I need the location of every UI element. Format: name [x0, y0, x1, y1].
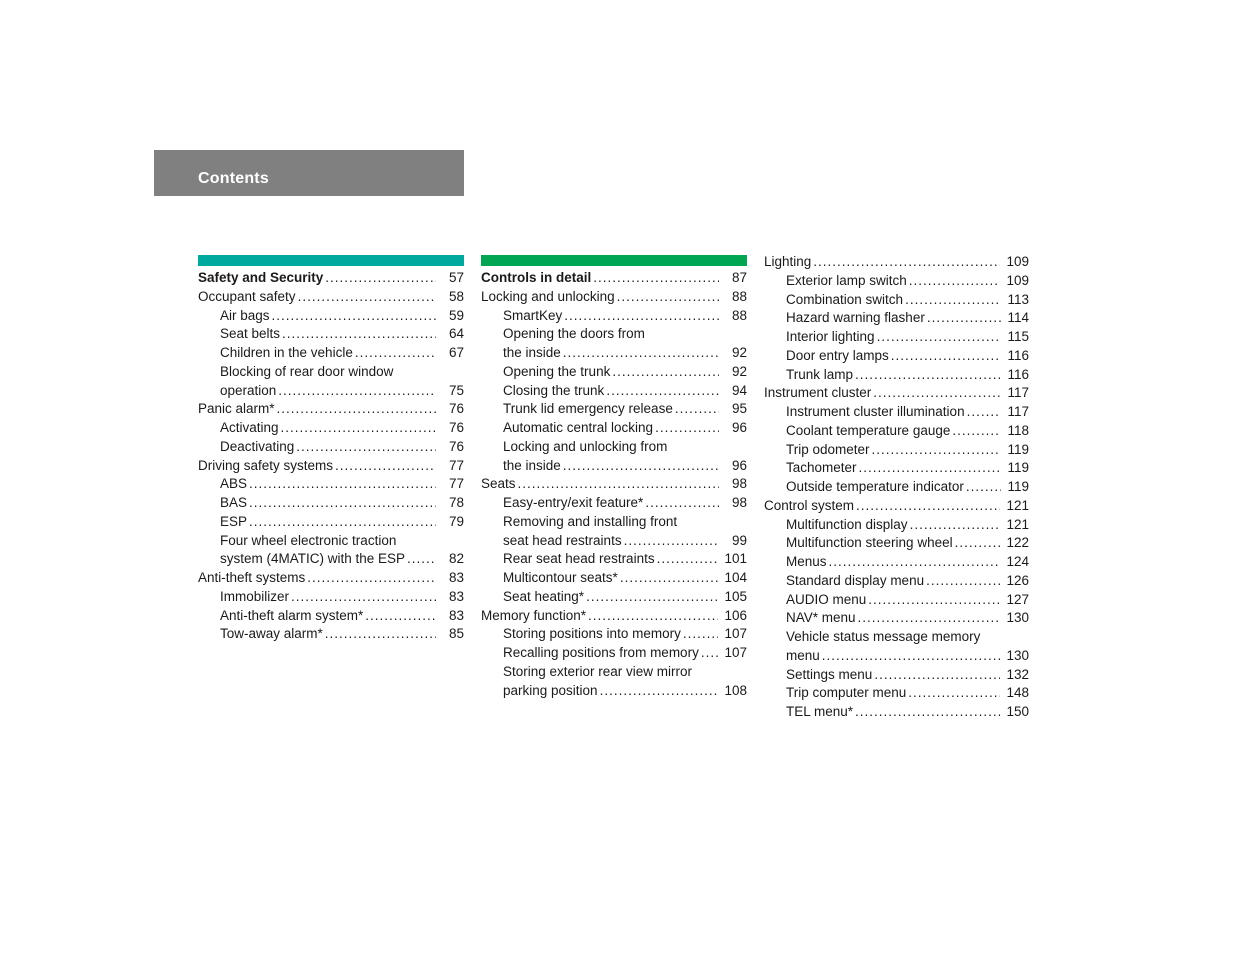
toc-entry[interactable] [198, 288, 464, 307]
toc-entry[interactable] [481, 625, 747, 644]
toc-entry[interactable] [198, 382, 464, 401]
dot-leader [407, 550, 436, 569]
dot-leader [657, 550, 719, 569]
toc-entry-label: Activating [220, 420, 279, 435]
toc-page-number: 114 [1007, 310, 1029, 326]
dot-leader [675, 400, 719, 419]
toc-entry[interactable] [481, 588, 747, 607]
toc-entry-label: Seat heating* [503, 588, 585, 604]
toc-entry[interactable] [481, 344, 747, 363]
toc-page-number: 105 [724, 588, 747, 604]
dot-leader [335, 457, 436, 476]
toc-page-number: 67 [448, 345, 464, 360]
toc-entry-continued [198, 532, 464, 551]
toc-entry-continued [764, 628, 1029, 647]
toc-page-number: 87 [731, 270, 747, 285]
toc-entry-label: Deactivating [220, 438, 295, 454]
toc-page-number: 98 [731, 495, 747, 510]
toc-entry[interactable] [198, 607, 464, 626]
dot-leader [563, 344, 719, 363]
toc-entry-label: Instrument cluster illumination [786, 404, 965, 419]
toc-page-number: 121 [1006, 497, 1029, 513]
toc-page-number: 57 [448, 270, 464, 285]
dot-leader [822, 647, 1001, 666]
toc-page-number: 88 [731, 288, 747, 304]
dot-leader [858, 609, 1001, 628]
dot-leader [855, 366, 1001, 385]
toc-entry-label: the inside [503, 457, 561, 473]
toc-entry[interactable] [198, 325, 464, 344]
toc-entry[interactable] [481, 494, 747, 513]
toc-entry[interactable] [481, 457, 747, 476]
toc-entry[interactable] [481, 475, 747, 494]
toc-entry[interactable] [764, 291, 1029, 310]
dot-leader [829, 553, 1001, 572]
dot-leader [868, 591, 1000, 610]
toc-entry-label: Locking and unlocking from [503, 438, 668, 454]
dot-leader [586, 588, 718, 607]
toc-entry-label: Anti-theft alarm system* [220, 607, 364, 623]
toc-entry[interactable] [764, 609, 1029, 628]
toc-entry[interactable] [198, 438, 464, 457]
dot-leader [278, 382, 436, 401]
toc-entry[interactable] [198, 307, 464, 326]
toc-entry-label: Trunk lid emergency release [503, 401, 673, 417]
toc-page-number: 130 [1006, 647, 1029, 663]
toc-entry[interactable] [481, 382, 747, 401]
dot-leader [617, 288, 719, 307]
toc-entry-label: Immobilizer [220, 588, 290, 604]
toc-page-number: 150 [1006, 704, 1029, 719]
toc-entry[interactable] [764, 647, 1029, 666]
toc-entry-label: operation [220, 382, 277, 398]
toc-page-number: 76 [448, 401, 464, 417]
toc-entry[interactable] [198, 625, 464, 644]
toc-entry[interactable] [481, 288, 747, 307]
toc-entry-label: Opening the doors from [503, 326, 645, 342]
dot-leader [606, 382, 719, 401]
toc-page-number: 107 [724, 626, 747, 642]
dot-leader [564, 307, 719, 326]
dot-leader [655, 419, 719, 438]
toc-column-controls-continued [764, 253, 1029, 722]
dot-leader [910, 516, 1001, 535]
dot-leader [909, 272, 1001, 291]
toc-page-number: 119 [1007, 460, 1029, 476]
toc-entry-label: Easy-entry/exit feature* [503, 495, 644, 510]
toc-entry-label: BAS [220, 495, 248, 510]
toc-entry-label: Seat belts [220, 326, 281, 342]
toc-column-controls [481, 255, 747, 700]
toc-page-number: 76 [448, 420, 464, 435]
toc-entry[interactable] [764, 384, 1029, 403]
dot-leader [325, 625, 436, 644]
toc-entry[interactable] [764, 272, 1029, 291]
toc-page-number: 98 [731, 476, 747, 492]
dot-leader [365, 607, 436, 626]
toc-entry-label: Hazard warning flasher [786, 310, 925, 326]
toc-entry[interactable] [481, 269, 747, 288]
toc-entry-label: Tow-away alarm* [220, 626, 323, 642]
toc-page-number: 79 [448, 513, 464, 529]
toc-page-number: 116 [1007, 366, 1029, 382]
toc-entry-label: Instrument cluster [764, 385, 872, 401]
dot-leader [588, 607, 718, 626]
toc-entry[interactable] [198, 457, 464, 476]
toc-entry-label: Opening the trunk [503, 363, 611, 379]
toc-entry-label: ABS [220, 476, 248, 492]
toc-entry[interactable] [764, 534, 1029, 553]
dot-leader [593, 269, 719, 288]
toc-entry[interactable] [764, 572, 1029, 591]
dot-leader [859, 459, 1001, 478]
toc-entry[interactable] [198, 475, 464, 494]
toc-entry[interactable] [198, 344, 464, 363]
toc-page-number: 96 [731, 457, 747, 473]
toc-entry-continued [198, 363, 464, 382]
toc-page-number: 85 [448, 626, 464, 642]
dot-leader [620, 569, 719, 588]
dot-leader [249, 475, 436, 494]
toc-page-number: 106 [724, 607, 747, 623]
toc-entry-label: Multifunction display [786, 516, 908, 532]
toc-page-number: 78 [448, 495, 464, 510]
toc-page-number: 96 [731, 420, 747, 435]
toc-entry-label: Removing and installing front [503, 513, 678, 529]
toc-entry-label: Settings menu [786, 666, 873, 682]
toc-entry-label: Safety and Security [198, 270, 324, 285]
toc-entry[interactable] [481, 569, 747, 588]
dot-leader [249, 494, 436, 513]
toc-page-number: 124 [1006, 554, 1029, 569]
dot-leader [856, 497, 1000, 516]
toc-entry[interactable] [481, 363, 747, 382]
toc-entry[interactable] [764, 684, 1029, 703]
dot-leader [966, 478, 1001, 497]
dot-leader [813, 253, 1000, 272]
dot-leader [967, 403, 1001, 422]
toc-entry[interactable] [481, 644, 747, 663]
toc-entry-label: Locking and unlocking [481, 288, 615, 304]
toc-entry-label: Occupant safety [198, 288, 296, 304]
toc-entry[interactable] [198, 569, 464, 588]
toc-page-number: 118 [1007, 422, 1029, 438]
dot-leader [873, 384, 1001, 403]
dot-leader [296, 438, 436, 457]
toc-page-number: 64 [448, 326, 464, 342]
dot-leader [518, 475, 719, 494]
dot-leader [325, 269, 436, 288]
toc-page-number: 113 [1007, 291, 1029, 307]
dot-leader [855, 703, 1000, 722]
dot-leader [891, 347, 1001, 366]
dot-leader [926, 572, 1000, 591]
toc-page-number: 92 [731, 363, 747, 379]
toc-entry[interactable] [764, 459, 1029, 478]
toc-entry[interactable] [764, 553, 1029, 572]
section-color-bar [198, 255, 464, 266]
dot-leader [877, 328, 1001, 347]
toc-page-number: 117 [1007, 404, 1029, 419]
dot-leader [927, 309, 1001, 328]
toc-entry-label: Children in the vehicle [220, 345, 353, 360]
toc-page-number: 77 [448, 476, 464, 492]
dot-leader [249, 513, 436, 532]
toc-page-number: 95 [731, 401, 747, 417]
dot-leader [908, 684, 1000, 703]
toc-page-number: 117 [1007, 385, 1029, 401]
toc-entry-label: Trip odometer [786, 441, 870, 457]
toc-entry[interactable] [764, 422, 1029, 441]
toc-entry-label: Lighting [764, 254, 812, 269]
toc-entry-label: Coolant temperature gauge [786, 422, 951, 438]
toc-entry[interactable] [764, 253, 1029, 272]
toc-page-number: 132 [1006, 666, 1029, 682]
dot-leader [683, 625, 719, 644]
dot-leader [952, 422, 1001, 441]
toc-entry[interactable] [481, 682, 747, 701]
toc-entry-label: Storing positions into memory [503, 626, 681, 642]
toc-entry-label: TEL menu* [786, 704, 854, 719]
toc-entry[interactable] [481, 419, 747, 438]
dot-leader [874, 666, 1000, 685]
toc-entry[interactable] [764, 703, 1029, 722]
dot-leader [355, 344, 436, 363]
toc-entry[interactable] [764, 591, 1029, 610]
toc-page-number: 77 [448, 457, 464, 473]
toc-page-number: 75 [448, 382, 464, 398]
toc-page-number: 119 [1007, 479, 1029, 494]
toc-entry-label: Menus [786, 554, 827, 569]
toc-page-number: 83 [448, 588, 464, 604]
toc-entry-label: SmartKey [503, 307, 563, 323]
toc-entry-label: Air bags [220, 307, 270, 323]
toc-entry-label: the inside [503, 345, 561, 360]
toc-entry[interactable] [764, 516, 1029, 535]
toc-entry-label: Multicontour seats* [503, 570, 618, 585]
toc-page-number: 82 [448, 551, 464, 567]
toc-page-number: 101 [724, 551, 747, 567]
dot-leader [905, 291, 1001, 310]
toc-entry-label: Combination switch [786, 291, 904, 307]
dot-leader [298, 288, 436, 307]
toc-page-number: 148 [1006, 685, 1029, 701]
toc-page-number: 119 [1007, 441, 1029, 457]
toc-page-number: 104 [724, 570, 747, 585]
toc-page-number: 122 [1006, 535, 1029, 551]
toc-entry-label: Panic alarm* [198, 401, 275, 417]
dot-leader [272, 307, 436, 326]
toc-entry-label: Storing exterior rear view mirror [503, 663, 693, 679]
toc-entry[interactable] [764, 666, 1029, 685]
toc-entry-label: Automatic central locking [503, 420, 654, 435]
toc-entry[interactable] [198, 400, 464, 419]
toc-page-number: 107 [724, 645, 747, 660]
toc-page-number: 76 [448, 438, 464, 454]
toc-entry[interactable] [764, 366, 1029, 385]
toc-entry-label: seat head restraints [503, 532, 622, 548]
toc-entry-label: NAV* menu [786, 610, 856, 626]
toc-page-number: 126 [1006, 572, 1029, 588]
toc-page-number: 58 [448, 288, 464, 304]
toc-entry-label: system (4MATIC) with the ESP [220, 551, 406, 567]
toc-entry-continued [481, 513, 747, 532]
toc-entry[interactable] [481, 607, 747, 626]
dot-leader [281, 419, 436, 438]
dot-leader [872, 441, 1001, 460]
toc-entry[interactable] [764, 403, 1029, 422]
toc-entry[interactable] [198, 588, 464, 607]
toc-entry-label: Trunk lamp [786, 366, 854, 382]
toc-entry[interactable] [198, 419, 464, 438]
toc-entry-label: Standard display menu [786, 572, 925, 588]
toc-page-number: 116 [1007, 347, 1029, 363]
toc-entry[interactable] [764, 497, 1029, 516]
toc-entry[interactable] [764, 309, 1029, 328]
toc-entry-label: Seats [481, 476, 516, 492]
toc-page-number: 88 [731, 307, 747, 323]
toc-entry[interactable] [198, 494, 464, 513]
dot-leader [955, 534, 1001, 553]
toc-entry-label: AUDIO menu [786, 591, 867, 607]
toc-entry-label: Controls in detail [481, 270, 592, 285]
dot-leader [307, 569, 436, 588]
section-color-bar [481, 255, 747, 266]
toc-entry[interactable] [764, 328, 1029, 347]
toc-entry-label: Recalling positions from memory [503, 645, 699, 660]
dot-leader [701, 644, 719, 663]
toc-page-number: 94 [731, 382, 747, 398]
toc-entry-label: Door entry lamps [786, 347, 889, 363]
dot-leader [291, 588, 436, 607]
toc-page-number: 59 [448, 307, 464, 323]
toc-page-number: 115 [1007, 329, 1029, 344]
toc-entry[interactable] [764, 347, 1029, 366]
toc-entry[interactable] [481, 307, 747, 326]
toc-entry-label: parking position [503, 682, 598, 698]
toc-entry-label: Four wheel electronic traction [220, 532, 397, 548]
toc-entry-label: Driving safety systems [198, 457, 334, 473]
dot-leader [624, 532, 719, 551]
toc-entry[interactable] [198, 550, 464, 569]
toc-entry-label: menu [786, 647, 820, 663]
toc-page-number: 92 [731, 345, 747, 360]
toc-entry-label: Tachometer [786, 460, 857, 476]
dot-leader [645, 494, 719, 513]
toc-entry-label: Memory function* [481, 607, 587, 623]
toc-entry-continued [481, 438, 747, 457]
page-title: Contents [198, 170, 269, 187]
dot-leader [277, 400, 436, 419]
dot-leader [563, 457, 719, 476]
toc-page-number: 108 [724, 682, 747, 698]
toc-entry-label: Trip computer menu [786, 685, 907, 701]
dot-leader [600, 682, 719, 701]
toc-page-number: 130 [1006, 610, 1029, 626]
toc-page-number: 127 [1006, 591, 1029, 607]
toc-entry-label: Closing the trunk [503, 382, 605, 398]
toc-page-number: 109 [1006, 272, 1029, 288]
toc-entry[interactable] [198, 513, 464, 532]
toc-entry-label: Vehicle status message memory [786, 629, 981, 644]
dot-leader [282, 325, 436, 344]
toc-entry-label: Anti-theft systems [198, 570, 306, 585]
toc-page-number: 121 [1006, 516, 1029, 532]
toc-page-number: 99 [731, 532, 747, 548]
toc-entry-label: Multifunction steering wheel [786, 535, 953, 551]
toc-page-number: 109 [1006, 254, 1029, 269]
toc-entry-continued [481, 325, 747, 344]
toc-entry[interactable] [481, 400, 747, 419]
toc-entry-label: ESP [220, 513, 248, 529]
dot-leader [612, 363, 719, 382]
toc-column-safety [198, 255, 464, 644]
toc-entry-label: Control system [764, 497, 855, 513]
toc-entry-label: Blocking of rear door window [220, 363, 394, 379]
toc-entry-continued [481, 663, 747, 682]
toc-page-number: 83 [448, 570, 464, 585]
toc-entry-label: Interior lighting [786, 329, 875, 344]
toc-entry[interactable] [764, 478, 1029, 497]
toc-entry-label: Exterior lamp switch [786, 272, 907, 288]
toc-entry[interactable] [481, 550, 747, 569]
toc-entry[interactable] [481, 532, 747, 551]
toc-entry[interactable] [198, 269, 464, 288]
toc-entry-label: Rear seat head restraints [503, 551, 655, 567]
toc-page-number: 83 [448, 607, 464, 623]
toc-entry-label: Outside temperature indicator [786, 479, 964, 494]
toc-entry[interactable] [764, 441, 1029, 460]
contents-header [154, 150, 464, 196]
